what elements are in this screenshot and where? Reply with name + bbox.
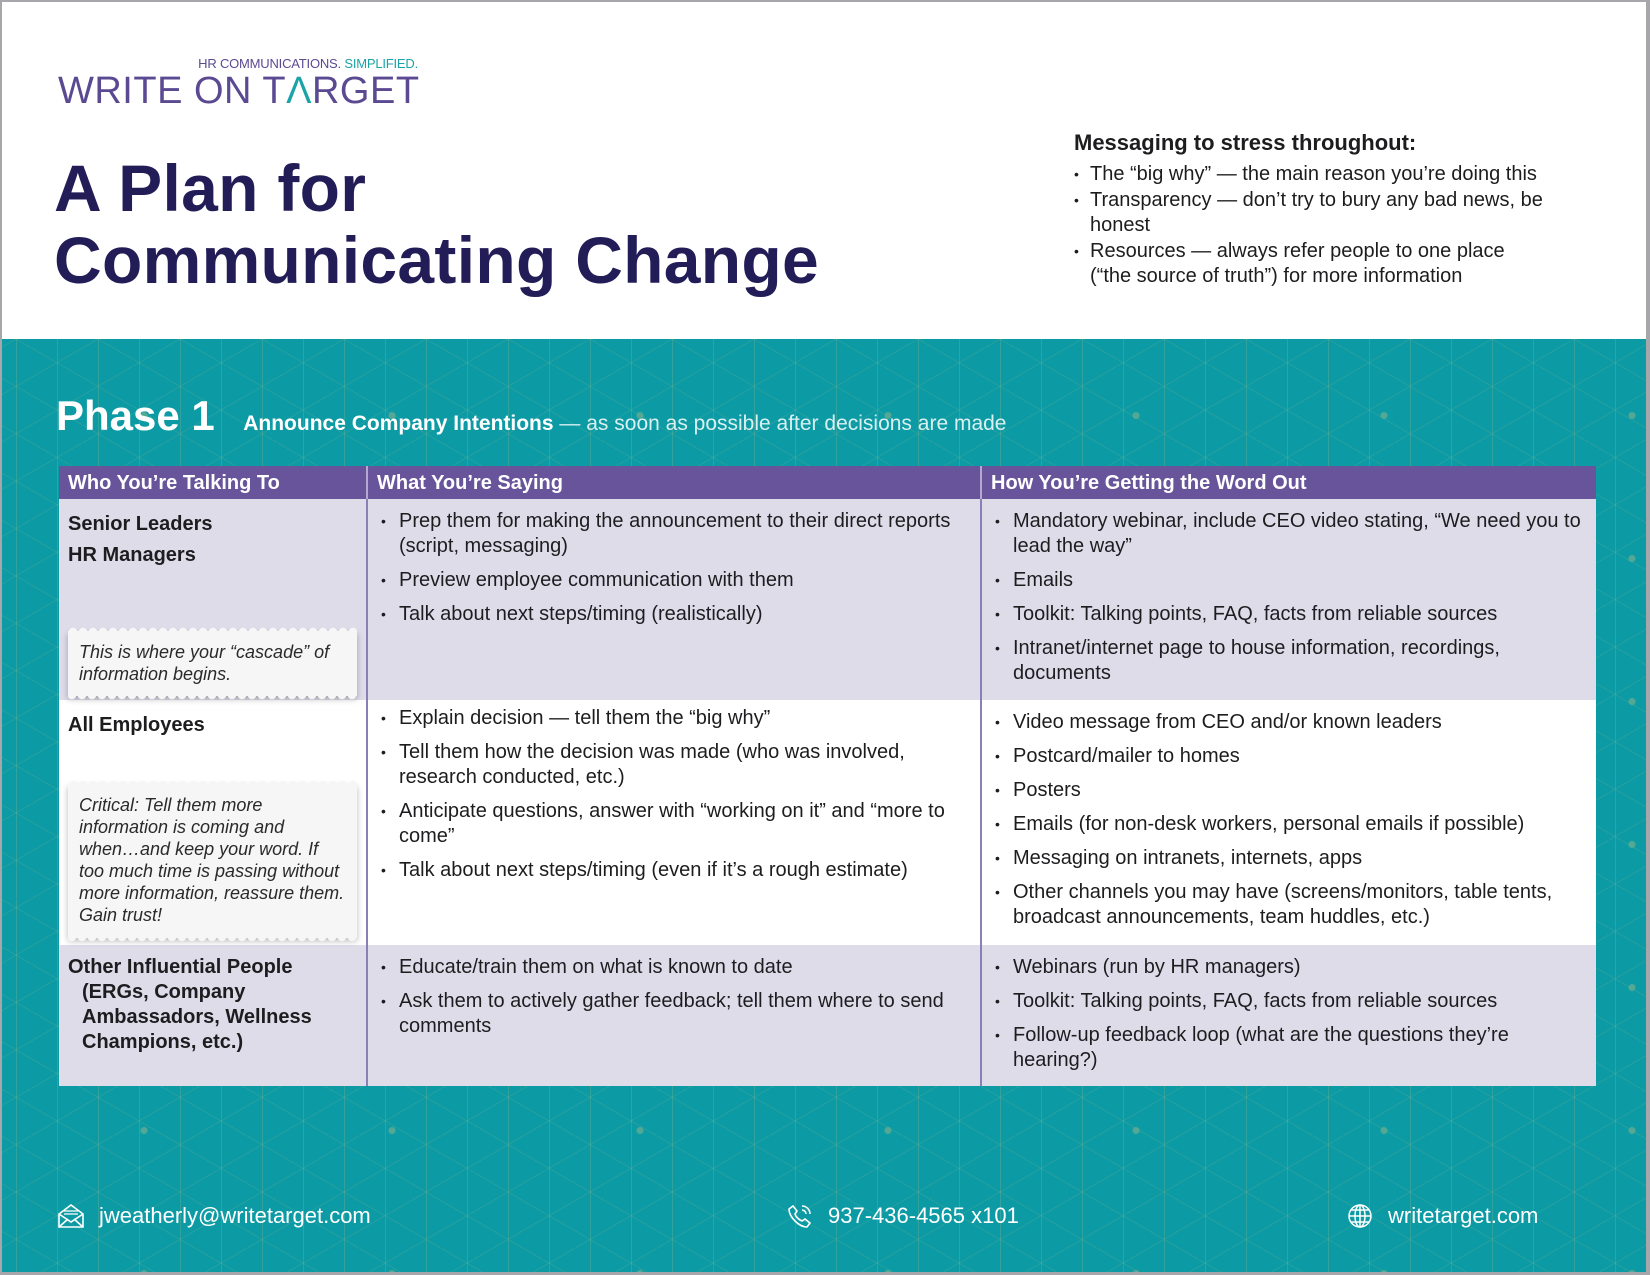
sticky-note: Critical: Tell them more information is coming and when…and keep your word. If too much time is passing without more information, reassure them. Gain trust! — [68, 784, 357, 938]
list-item: • Tell them how the decision was made (who was involved, research conducted, etc.) — [377, 740, 971, 790]
list-item: • Postcard/mailer to homes — [991, 744, 1587, 769]
saying-cell — [368, 499, 982, 700]
messaging-box — [1074, 130, 1614, 290]
list-item: • Educate/train them on what is known to date — [377, 955, 971, 980]
list-item: • Posters — [991, 778, 1587, 803]
audience-label: Other Influential People (ERGs, Company Ambassadors, Wellness Champions, etc.) — [68, 956, 312, 1053]
list-item: • Intranet/internet page to house information, recordings, documents — [991, 636, 1587, 686]
audience-cell — [59, 945, 368, 1086]
audience-cell — [59, 700, 368, 945]
messaging-heading: Messaging to stress throughout: — [1074, 130, 1417, 155]
logo-wordmark — [58, 70, 420, 113]
list-item: • Emails — [991, 568, 1587, 593]
list-item: • Preview employee communication with them — [377, 568, 971, 593]
email-link[interactable]: jweatherly@writetarget.com — [99, 1203, 371, 1228]
messaging-item: • The “big why” — the main reason you’re doing this — [1074, 162, 1614, 187]
list-item: • Talk about next steps/timing (even if it’s a rough estimate) — [377, 858, 971, 883]
list-item: • Anticipate questions, answer with “working on it” and “more to come” — [377, 799, 971, 849]
phone-icon — [786, 1202, 814, 1230]
list-item: • Toolkit: Talking points, FAQ, facts from reliable sources — [991, 989, 1587, 1014]
wordmark-accent-a: Λ — [286, 70, 312, 112]
phase-number: Phase 1 — [56, 392, 215, 439]
title-line2: Communicating Change — [54, 223, 820, 297]
list-item: • Messaging on intranets, internets, apps — [991, 846, 1587, 871]
phase-name: Announce Company Intentions — [243, 412, 554, 435]
list-item: • Video message from CEO and/or known leaders — [991, 710, 1587, 735]
list-item: • Ask them to actively gather feedback; tell them where to send comments — [377, 989, 971, 1039]
phase-heading — [56, 392, 1007, 440]
list-item: • Follow-up feedback loop (what are the questions they’re hearing?) — [991, 1023, 1587, 1073]
sticky-note: This is where your “cascade” of information begins. — [68, 631, 357, 696]
list-item: • Talk about next steps/timing (realistically) — [377, 602, 971, 627]
saying-cell — [368, 700, 982, 945]
channels-cell — [982, 700, 1596, 945]
phase-description: as soon as possible after decisions are made — [586, 412, 1007, 435]
audience-label: Senior Leaders — [68, 513, 213, 535]
saying-cell — [368, 945, 982, 1086]
audience-label: HR Managers — [68, 544, 196, 566]
page-title — [54, 152, 819, 296]
messaging-list — [1074, 162, 1614, 289]
logo — [58, 52, 418, 112]
header-audience: Who You’re Talking To — [59, 466, 368, 499]
channels-cell — [982, 945, 1596, 1086]
list-item: • Prep them for making the announcement to their direct reports (script, messaging) — [377, 509, 971, 559]
footer-phone[interactable] — [786, 1202, 1019, 1230]
table-row — [59, 700, 1596, 945]
website-link[interactable]: writetarget.com — [1388, 1203, 1539, 1228]
wordmark-part2: RGET — [311, 70, 420, 112]
tagline-main: HR COMMUNICATIONS. — [198, 56, 341, 71]
channels-cell — [982, 499, 1596, 700]
document-page — [2, 2, 1646, 1272]
wordmark-part1: WRITE ON T — [58, 70, 287, 112]
list-item: • Other channels you may have (screens/monitors, table tents, broadcast announcements, team huddles, etc.) — [991, 880, 1587, 930]
list-item: • Mandatory webinar, include CEO video stating, “We need you to lead the way” — [991, 509, 1587, 559]
list-item: • Webinars (run by HR managers) — [991, 955, 1587, 980]
table-header — [59, 466, 1596, 499]
list-item: • Toolkit: Talking points, FAQ, facts from reliable sources — [991, 602, 1587, 627]
list-item: • Emails (for non-desk workers, personal emails if possible) — [991, 812, 1587, 837]
footer-website[interactable] — [1346, 1202, 1538, 1230]
envelope-icon — [57, 1202, 85, 1230]
audience-cell — [59, 499, 368, 700]
footer-email[interactable] — [57, 1202, 371, 1230]
globe-icon — [1346, 1202, 1374, 1230]
phone-number[interactable]: 937-436-4565 x101 — [828, 1203, 1019, 1228]
messaging-item: • Transparency — don’t try to bury any bad news, be honest — [1074, 188, 1544, 238]
title-line1: A Plan for — [54, 151, 367, 225]
plan-table — [59, 466, 1596, 1086]
tagline-accent: SIMPLIFIED. — [344, 56, 418, 71]
table-row — [59, 499, 1596, 700]
phase-dash: — — [553, 412, 587, 435]
logo-tagline — [198, 56, 418, 71]
messaging-item: • Resources — always refer people to one place (“the source of truth”) for more information — [1074, 239, 1544, 289]
audience-label: All Employees — [68, 714, 205, 736]
list-item: • Explain decision — tell them the “big why” — [377, 706, 971, 731]
footer — [2, 1202, 1646, 1232]
header-channels: How You’re Getting the Word Out — [991, 472, 1307, 494]
table-row — [59, 945, 1596, 1086]
header-saying: What You’re Saying — [368, 466, 982, 499]
